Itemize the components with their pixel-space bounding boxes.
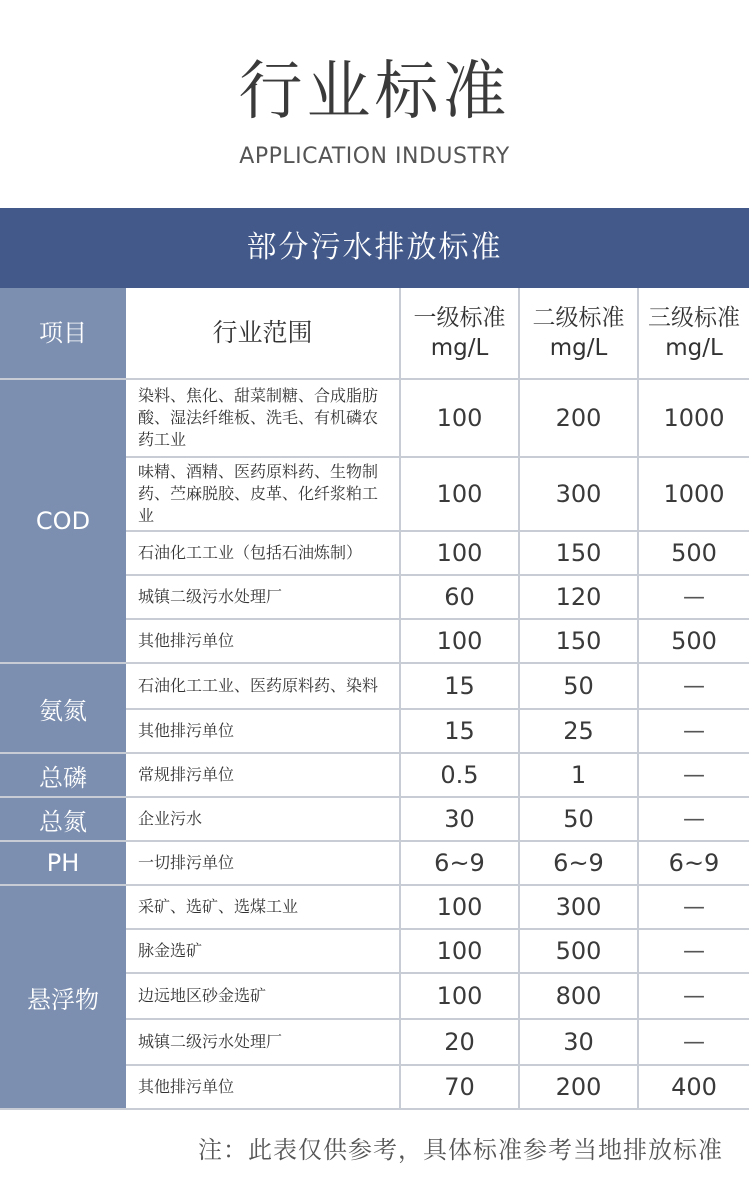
level2-value: 120: [519, 575, 638, 619]
level3-value: —: [638, 1019, 749, 1065]
level2-value: 300: [519, 457, 638, 531]
level1-value: 100: [400, 973, 519, 1019]
level3-value: —: [638, 575, 749, 619]
level2-value: 30: [519, 1019, 638, 1065]
level1-value: 30: [400, 797, 519, 841]
table-row: [0, 379, 749, 457]
industry-cell: 边远地区砂金选矿: [126, 973, 400, 1019]
level2-value: 500: [519, 929, 638, 973]
header-level1: [400, 288, 519, 379]
level1-value: 15: [400, 709, 519, 753]
table-banner: 部分污水排放标准: [0, 208, 749, 288]
level2-value: 6~9: [519, 841, 638, 885]
industry-cell: 常规排污单位: [126, 753, 400, 797]
level3-value: —: [638, 709, 749, 753]
level1-value: 100: [400, 531, 519, 575]
industry-cell: 采矿、选矿、选煤工业: [126, 885, 400, 929]
level1-value: 100: [400, 457, 519, 531]
level2-value: 150: [519, 531, 638, 575]
category-cell: 氨氮: [0, 663, 126, 753]
level2-value: 300: [519, 885, 638, 929]
category-cell: 悬浮物: [0, 885, 126, 1109]
level2-value: 150: [519, 619, 638, 663]
header-level1-unit: mg/L: [430, 335, 489, 361]
table-row: [0, 663, 749, 709]
table-row: [0, 797, 749, 841]
industry-cell: 脉金选矿: [126, 929, 400, 973]
header-level2-unit: mg/L: [549, 335, 608, 361]
level2-value: 800: [519, 973, 638, 1019]
level3-value: 1000: [638, 457, 749, 531]
level3-value: 1000: [638, 379, 749, 457]
industry-cell: 其他排污单位: [126, 1065, 400, 1109]
level3-value: 400: [638, 1065, 749, 1109]
header-scope: 行业范围: [126, 288, 400, 379]
level3-value: —: [638, 973, 749, 1019]
industry-cell: 城镇二级污水处理厂: [126, 1019, 400, 1065]
industry-cell: 石油化工工业、医药原料药、染料: [126, 663, 400, 709]
level3-value: 6~9: [638, 841, 749, 885]
level1-value: 100: [400, 929, 519, 973]
level1-value: 100: [400, 379, 519, 457]
level3-value: —: [638, 885, 749, 929]
level1-value: 100: [400, 885, 519, 929]
page-title: 行业标准: [238, 55, 511, 129]
header-level1-label: 一级标准: [413, 305, 506, 331]
industry-cell: 城镇二级污水处理厂: [126, 575, 400, 619]
level1-value: 60: [400, 575, 519, 619]
footnote: 注：此表仅供参考，具体标准参考当地排放标准: [198, 1136, 723, 1164]
level3-value: —: [638, 797, 749, 841]
level1-value: 20: [400, 1019, 519, 1065]
level2-value: 1: [519, 753, 638, 797]
category-cell: COD: [0, 379, 126, 663]
level1-value: 6~9: [400, 841, 519, 885]
level2-value: 50: [519, 663, 638, 709]
table-row: [0, 753, 749, 797]
header-level3-unit: mg/L: [665, 335, 723, 361]
industry-cell: 其他排污单位: [126, 709, 400, 753]
header-level3-label: 三级标准: [648, 305, 740, 331]
category-cell: PH: [0, 841, 126, 885]
industry-cell: 其他排污单位: [126, 619, 400, 663]
header-project: 项目: [0, 288, 126, 379]
header-level2-label: 二级标准: [532, 305, 625, 331]
industry-cell: 味精、酒精、医药原料药、生物制药、苎麻脱胶、皮革、化纤浆粕工业: [126, 457, 400, 531]
industry-cell: 染料、焦化、甜菜制糖、合成脂肪酸、湿法纤维板、洗毛、有机磷农药工业: [126, 379, 400, 457]
header-level2: [519, 288, 638, 379]
table-row: [0, 885, 749, 929]
level3-value: 500: [638, 531, 749, 575]
level1-value: 100: [400, 619, 519, 663]
standards-table: [0, 288, 749, 1110]
industry-cell: 一切排污单位: [126, 841, 400, 885]
header-level3: [638, 288, 749, 379]
level3-value: —: [638, 753, 749, 797]
table-header-row: [0, 288, 749, 379]
level1-value: 15: [400, 663, 519, 709]
level1-value: 0.5: [400, 753, 519, 797]
level2-value: 200: [519, 379, 638, 457]
industry-cell: 石油化工工业（包括石油炼制）: [126, 531, 400, 575]
category-cell: 总氮: [0, 797, 126, 841]
industry-cell: 企业污水: [126, 797, 400, 841]
level3-value: 500: [638, 619, 749, 663]
level2-value: 200: [519, 1065, 638, 1109]
level3-value: —: [638, 929, 749, 973]
category-cell: 总磷: [0, 753, 126, 797]
level3-value: —: [638, 663, 749, 709]
level2-value: 25: [519, 709, 638, 753]
level2-value: 50: [519, 797, 638, 841]
page-subtitle: APPLICATION INDUSTRY: [239, 144, 510, 169]
table-row: [0, 841, 749, 885]
level1-value: 70: [400, 1065, 519, 1109]
